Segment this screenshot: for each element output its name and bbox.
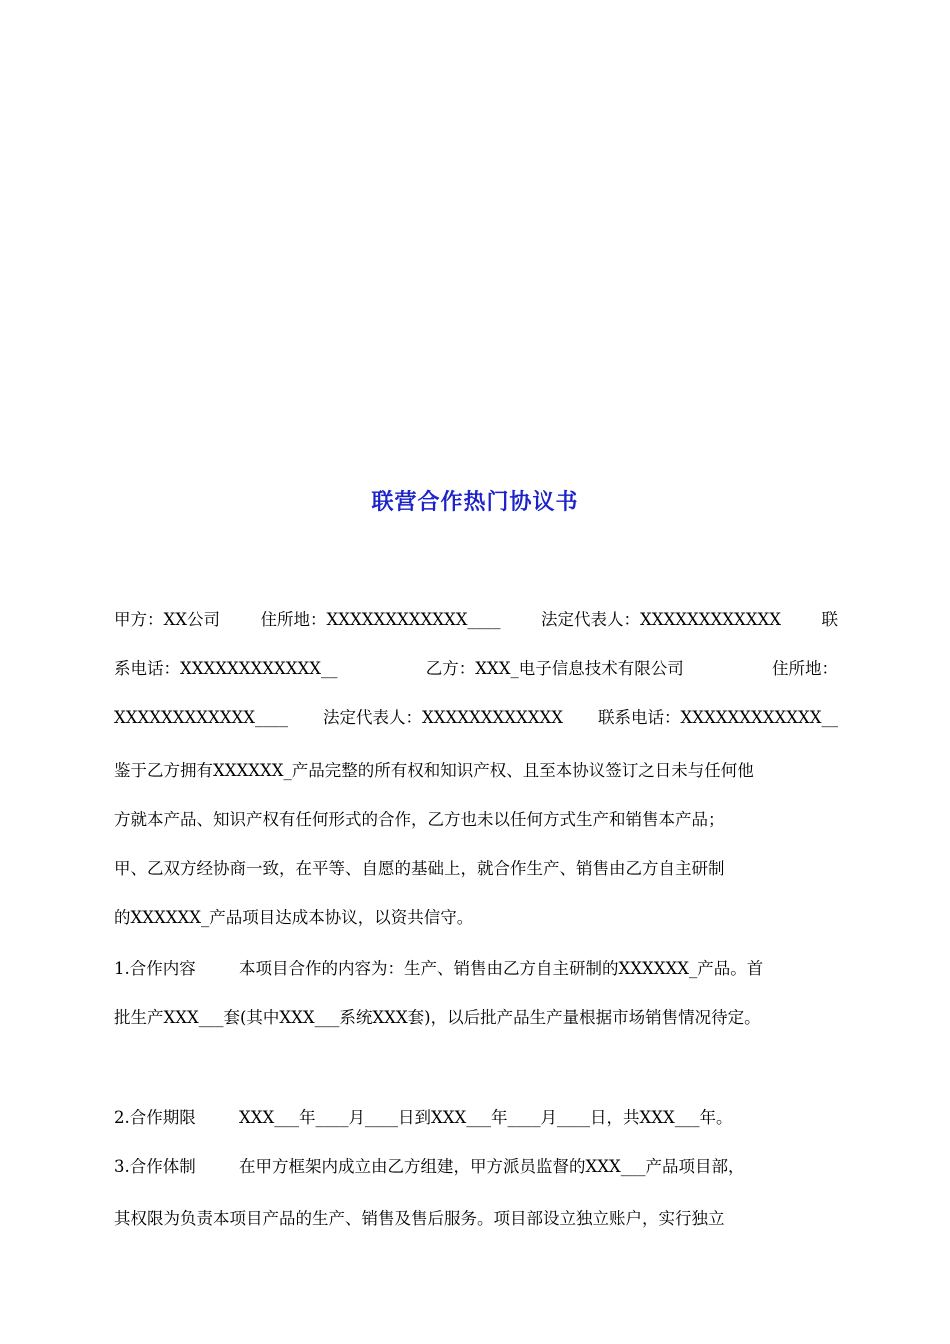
- party-info-line-1: [114, 608, 838, 632]
- party-b-phone: 联系电话：XXXXXXXXXXXX__: [598, 708, 838, 727]
- party-a-name: 甲方：XX公司: [114, 610, 220, 629]
- preamble-line-1: 鉴于乙方拥有XXXXXX_产品完整的所有权和知识产权、且至本协议签订之日未与任何他: [114, 761, 754, 780]
- party-a-legal-rep: 法定代表人：XXXXXXXXXXXX: [541, 610, 781, 629]
- party-b-name: 乙方：XXX_电子信息技术有限公司: [425, 659, 684, 678]
- section-2-text: XXX___年____月____日到XXX___年____月____日，共XXX___年。: [239, 1108, 733, 1127]
- section-3-line-1: [114, 1155, 838, 1179]
- section-1-text: 本项目合作的内容为：生产、销售由乙方自主研制的XXXXXX_产品。首: [239, 959, 764, 978]
- preamble-line-4: 的XXXXXX_产品项目达成本协议，以资共信守。: [114, 908, 474, 927]
- party-info-line-3: [114, 706, 838, 730]
- party-b-legal-rep: 法定代表人：XXXXXXXXXXXX: [323, 708, 563, 727]
- section-1-heading: 1.合作内容: [114, 959, 196, 978]
- party-info-line-2: [114, 657, 838, 681]
- section-3-line-2: 其权限为负责本项目产品的生产、销售及售后服务。项目部设立独立账户，实行独立: [114, 1209, 725, 1228]
- party-a-address: 住所地：XXXXXXXXXXXX____: [260, 610, 501, 629]
- document-title: 联营合作热门协议书: [371, 489, 579, 515]
- party-b-address-label: 住所地：: [772, 659, 838, 678]
- preamble-line-2: 方就本产品、知识产权有任何形式的合作，乙方也未以任何方式生产和销售本产品；: [114, 810, 725, 829]
- section-1-line-2: 批生产XXX___套(其中XXX___系统XXX套)，以后批产品生产量根据市场销售情况待定。: [114, 1008, 761, 1027]
- section-2-heading: 2.合作期限: [114, 1108, 196, 1127]
- preamble-line-3: 甲、乙双方经协商一致，在平等、自愿的基础上，就合作生产、销售由乙方自主研制: [114, 859, 725, 878]
- party-a-phone-start: 联: [821, 610, 838, 629]
- party-b-address: XXXXXXXXXXXX____: [114, 708, 288, 727]
- section-3-heading: 3.合作体制: [114, 1157, 196, 1176]
- section-3-text: 在甲方框架内成立由乙方组建，甲方派员监督的XXX___产品项目部，: [239, 1157, 745, 1176]
- section-1-line-1: [114, 957, 838, 981]
- party-a-phone: 系电话：XXXXXXXXXXXX__: [114, 659, 338, 678]
- section-2-line: [114, 1106, 838, 1130]
